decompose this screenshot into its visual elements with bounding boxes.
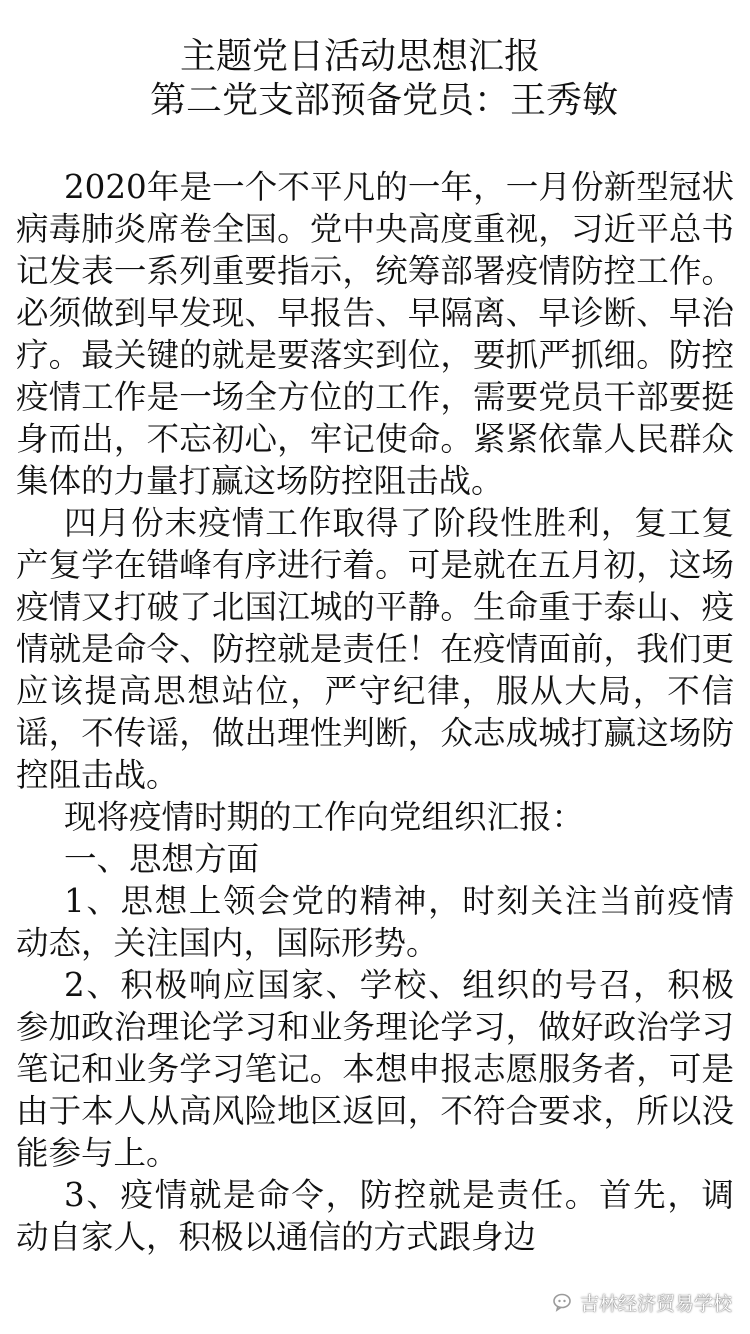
paragraph-report-lead: 现将疫情时期的工作向党组织汇报： [64,798,585,836]
paragraph-may-outbreak: 四月份末疫情工作取得了阶段性胜利，复工复产复学在错峰有序进行着。可是就在五月初，这场疫情又打破了北国江城的平静。生命重于泰山、疫情就是命令、防控就是责任！在疫情面前，我们更应该提高思想站位，严守纪律，服从大局，不信谣，不传谣，做出理性判断，众志成城打赢这场防控阻击战。 [16,504,734,794]
wechat-bubble-icon [552,1291,576,1315]
paragraph-intro: 2020年是一个不平凡的一年，一月份新型冠状病毒肺炎席卷全国。党中央高度重视，习近平总书记发表一系列重要指示，统筹部署疫情防控工作。必须做到早发现、早报告、早隔离、早诊断、早治疗。最关键的就是要落实到位，要抓严抓细。防控疫情工作是一场全方位的工作，需要党员干部要挺身而出，不忘初心，牢记使命。紧紧依靠人民群众集体的力量打赢这场防控阻击战。 [16,168,734,500]
source-watermark [552,1289,732,1316]
watermark-text: 吉林经济贸易学校 [579,1293,732,1315]
list-item-1: 1、思想上领会党的精神，时刻关注当前疫情动态，关注国内，国际形势。 [16,882,734,962]
list-item-3: 3、疫情就是命令，防控就是责任。首先，调动自家人，积极以通信的方式跟身边 [16,1176,734,1256]
document-body [16,166,734,1258]
list-item-2: 2、积极响应国家、学校、组织的号召，积极参加政治理论学习和业务理论学习，做好政治学习笔记和业务学习笔记。本想申报志愿服务者，可是由于本人从高风险地区返回，不符合要求，所以没能参与上。 [16,966,734,1172]
document-title: 主题党日活动思想汇报 [180,36,541,77]
document-subtitle-author: 第二党支部预备党员：王秀敏 [150,80,619,121]
section-heading-thought: 一、思想方面 [64,840,260,878]
